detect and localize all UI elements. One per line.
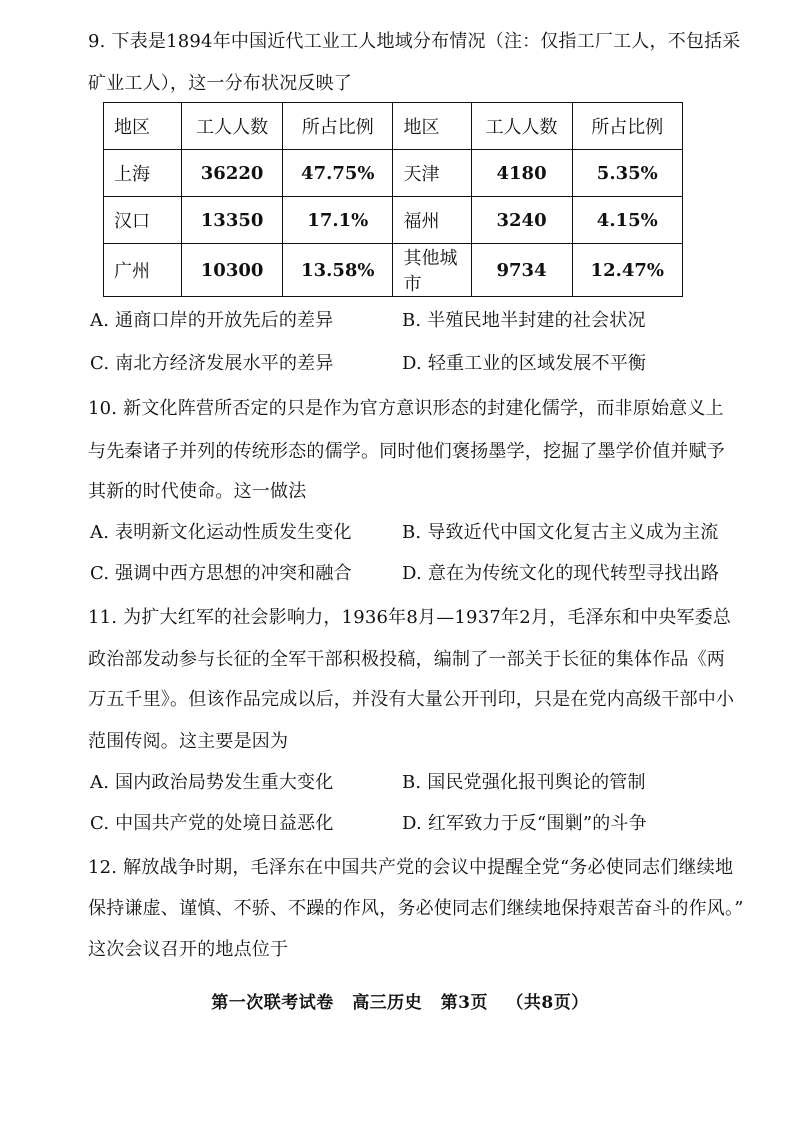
table-cell: 4180 [471,150,572,197]
q10-option-d: D. 意在为传统文化的现代转型寻找出路 [402,563,720,584]
table-header-cell: 所占比例 [283,103,393,150]
q11-stem-line2: 政治部发动参与长征的全军干部积极投稿，编制了一部关于长征的集体作品《两 [88,649,725,670]
table-header-row [104,103,683,150]
q12-stem-line3: 这次会议召开的地点位于 [88,939,289,960]
footer-total-pages: （共8页） [506,993,589,1013]
table-cell: 10300 [182,244,283,297]
q11-option-d: D. 红军致力于反“围剿”的斗争 [402,813,647,834]
table-row [104,150,683,197]
table-cell: 9734 [471,244,572,297]
q10-option-c: C. 强调中西方思想的冲突和融合 [90,563,352,584]
q11-stem-line3: 万五千里》。但该作品完成以后，并没有大量公开刊印，只是在党内高级干部中小 [88,689,735,710]
table-cell: 其他城市 [393,244,471,297]
table-cell: 天津 [393,150,471,197]
q9-option-b: B. 半殖民地半封建的社会状况 [402,310,646,331]
table-cell: 13.58% [283,244,393,297]
footer-subject: 高三历史 [352,993,423,1013]
table-cell: 5.35% [572,150,682,197]
q9-option-d: D. 轻重工业的区域发展不平衡 [402,353,647,374]
q10-stem-line2: 与先秦诸子并列的传统形态的儒学。同时他们褒扬墨学，挖掘了墨学价值并赋予 [88,441,725,462]
q9-option-a: A. 通商口岸的开放先后的差异 [90,310,334,331]
q9-stem-line1: 9. 下表是1894年中国近代工业工人地域分布情况（注：仅指工厂工人，不包括采 [88,31,741,52]
q11-stem-line4: 范围传阅。这主要是因为 [88,731,289,752]
table-header-cell: 地区 [393,103,471,150]
table-row [104,197,683,244]
footer-page-number: 第3页 [440,993,488,1013]
q10-option-b: B. 导致近代中国文化复古主义成为主流 [402,522,719,543]
table-cell: 3240 [471,197,572,244]
q12-stem-line2: 保持谦虚、谨慎、不骄、不躁的作风，务必使同志们继续地保持艰苦奋斗的作风。” [88,898,744,919]
q12-stem-line1: 12. 解放战争时期，毛泽东在中国共产党的会议中提醒全党“务必使同志们继续地 [88,857,734,878]
q11-option-b: B. 国民党强化报刊舆论的管制 [402,772,646,793]
table-cell: 广州 [104,244,182,297]
footer-exam-name: 第一次联考试卷 [211,993,334,1013]
q11-stem-line1: 11. 为扩大红军的社会影响力，1936年8月—1937年2月，毛泽东和中央军委总 [88,607,732,628]
table-cell: 17.1% [283,197,393,244]
q10-option-a: A. 表明新文化运动性质发生变化 [90,522,352,543]
table-cell: 12.47% [572,244,682,297]
table-row [104,244,683,297]
q10-stem-line3: 其新的时代使命。这一做法 [88,481,307,502]
page-footer [0,988,800,1013]
table-header-cell: 工人人数 [471,103,572,150]
q11-option-a: A. 国内政治局势发生重大变化 [90,772,334,793]
table-cell: 汉口 [104,197,182,244]
table-cell: 47.75% [283,150,393,197]
table-cell: 福州 [393,197,471,244]
table-cell: 上海 [104,150,182,197]
table-cell: 36220 [182,150,283,197]
table-cell: 13350 [182,197,283,244]
q9-stem-line2: 矿业工人），这一分布状况反映了 [88,73,352,94]
q9-option-c: C. 南北方经济发展水平的差异 [90,353,334,374]
q10-stem-line1: 10. 新文化阵营所否定的只是作为官方意识形态的封建化儒学，而非原始意义上 [88,398,724,419]
table-header-cell: 所占比例 [572,103,682,150]
worker-distribution-table [103,102,683,297]
table-header-cell: 工人人数 [182,103,283,150]
table-cell: 4.15% [572,197,682,244]
q11-option-c: C. 中国共产党的处境日益恶化 [90,813,334,834]
table-header-cell: 地区 [104,103,182,150]
